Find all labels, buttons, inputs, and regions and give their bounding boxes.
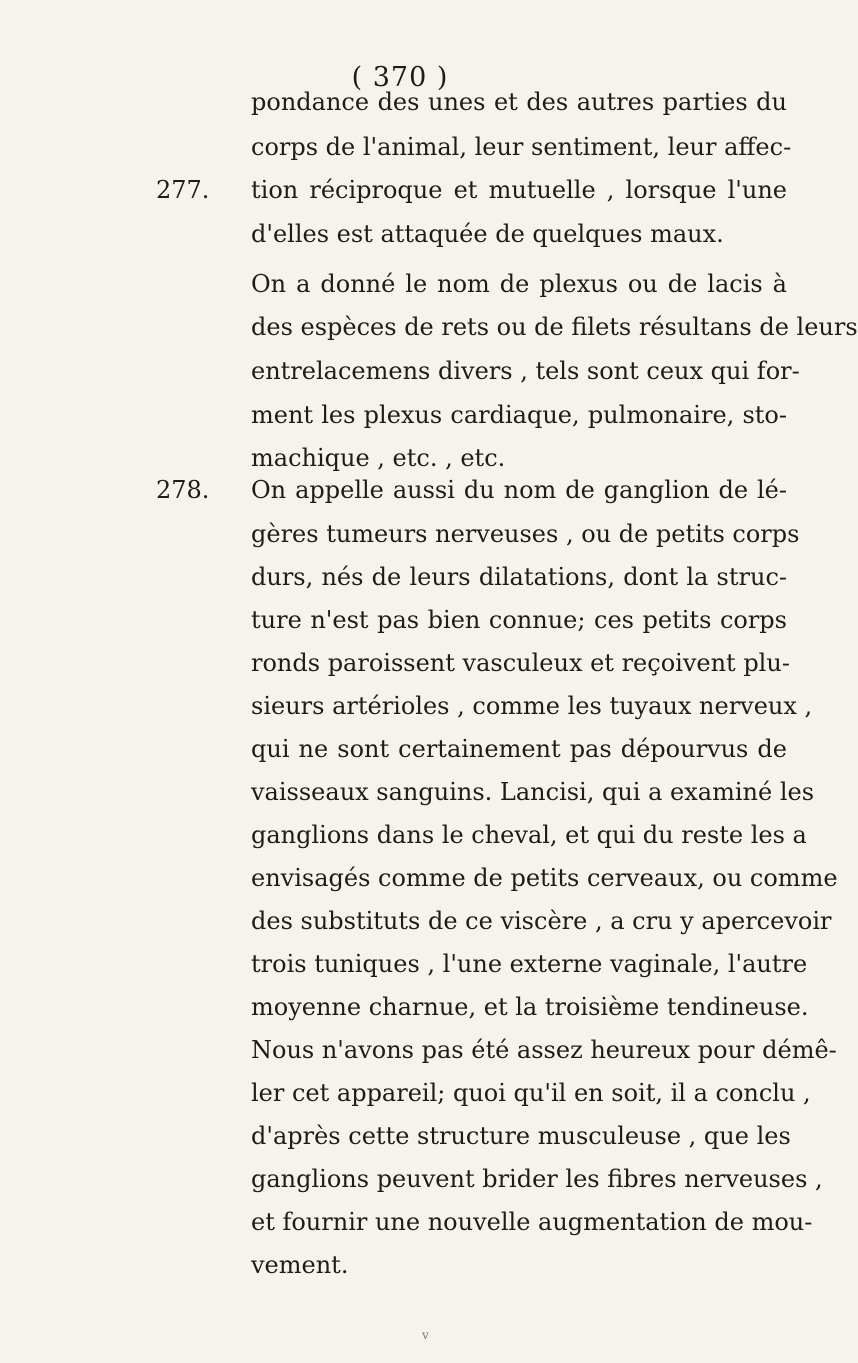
text-line: gères tumeurs nerveuses , ou de petits corps	[251, 520, 800, 548]
text-line: trois tuniques , l'une externe vaginale, l'autre	[251, 950, 808, 978]
text-line: On a donné le nom de plexus ou de lacis à	[251, 270, 787, 298]
text-line: sieurs artérioles , comme les tuyaux nerveux ,	[251, 692, 813, 720]
text-line: tion réciproque et mutuelle , lorsque l'une	[251, 176, 787, 204]
text-line: moyenne charnue, et la troisième tendineuse.	[251, 993, 809, 1021]
text-line: et fournir une nouvelle augmentation de mou-	[251, 1208, 813, 1236]
text-line: ler cet appareil; quoi qu'il en soit, il a conclu ,	[251, 1079, 811, 1107]
text-line: des substituts de ce viscère , a cru y apercevoir	[251, 907, 832, 935]
text-line: On appelle aussi du nom de ganglion de lé-	[251, 476, 787, 504]
text-line: ganglions dans le cheval, et qui du reste les a	[251, 821, 807, 849]
paragraph-number-277: 277.	[156, 176, 210, 204]
text-line: ronds paroissent vasculeux et reçoivent plu-	[251, 649, 790, 677]
text-line: d'après cette structure musculeuse , que les	[251, 1122, 791, 1150]
page-number: ( 370 )	[351, 62, 449, 93]
text-line: pondance des unes et des autres parties du	[251, 88, 787, 116]
text-line: durs, nés de leurs dilatations, dont la struc-	[251, 563, 787, 591]
text-line: envisagés comme de petits cerveaux, ou comme	[251, 864, 838, 892]
paragraph-number-278: 278.	[156, 476, 210, 504]
text-line: ment les plexus cardiaque, pulmonaire, sto-	[251, 401, 787, 429]
stray-mark: v	[422, 1328, 429, 1342]
text-line: vaisseaux sanguins. Lancisi, qui a examiné les	[251, 778, 815, 806]
text-line: ture n'est pas bien connue; ces petits corps	[251, 606, 787, 634]
text-line: d'elles est attaquée de quelques maux.	[251, 220, 724, 248]
text-line: corps de l'animal, leur sentiment, leur affec-	[251, 133, 792, 161]
text-line: entrelacemens divers , tels sont ceux qui for-	[251, 357, 800, 385]
text-line: machique , etc. , etc.	[251, 444, 506, 472]
text-line: ganglions peuvent brider les fibres nerveuses ,	[251, 1165, 823, 1193]
text-line: vement.	[251, 1251, 349, 1279]
text-line: Nous n'avons pas été assez heureux pour démê-	[251, 1036, 837, 1064]
text-line: des espèces de rets ou de filets résultans de leurs	[251, 313, 858, 341]
text-line: qui ne sont certainement pas dépourvus de	[251, 735, 787, 763]
